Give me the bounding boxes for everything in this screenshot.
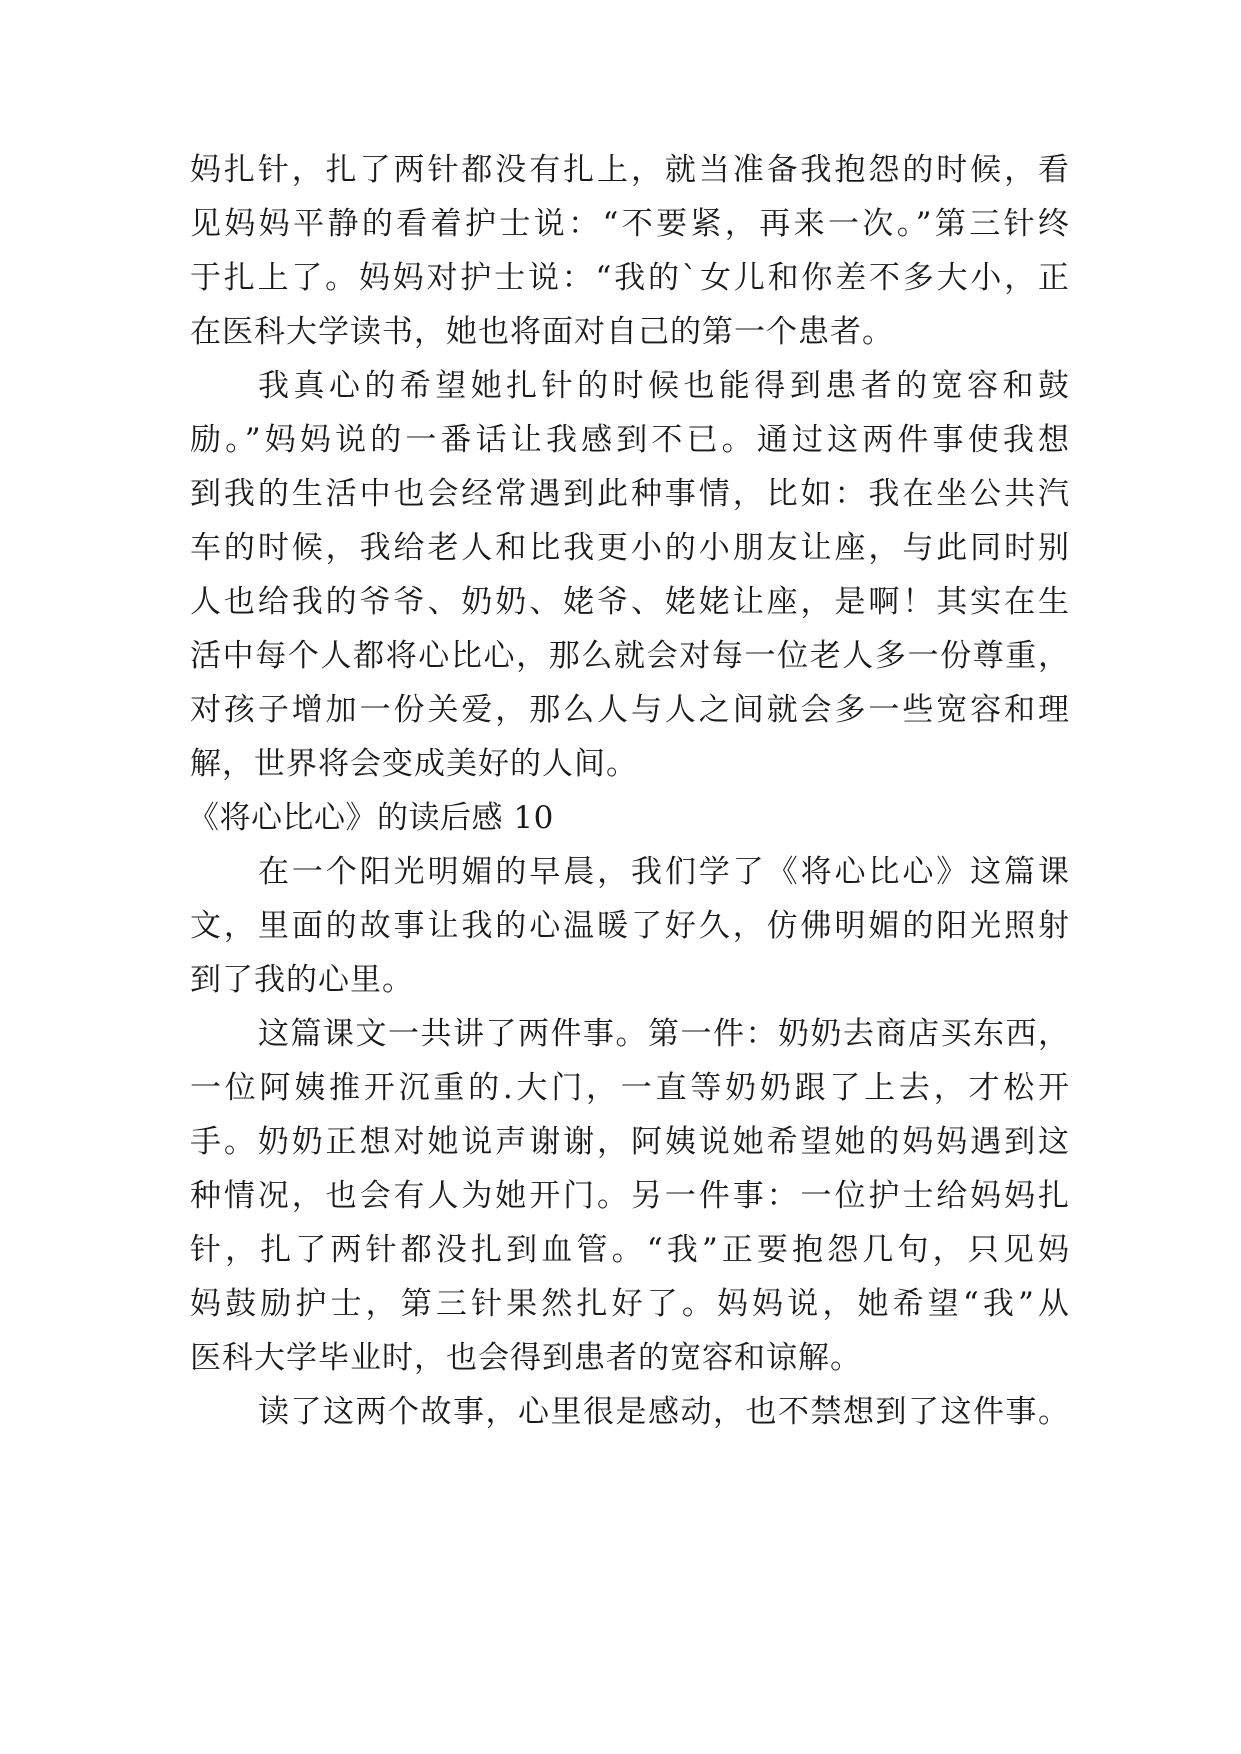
- text-line: 见妈妈平静的看着护士说：“不要紧，再来一次。”第三针终: [190, 206, 1070, 242]
- text-line: 文，里面的故事让我的心温暖了好久，仿佛明媚的阳光照射: [190, 908, 1070, 944]
- paragraph-first-line: 这篇课文一共讲了两件事。第一件：奶奶去商店买东西，: [258, 1016, 1070, 1052]
- text-line: 种情况，也会有人为她开门。另一件事：一位护士给妈妈扎: [190, 1178, 1070, 1214]
- paragraph-first-line: 我真心的希望她扎针的时候也能得到患者的宽容和鼓: [258, 368, 1070, 404]
- text-line: 解，世界将会变成美好的人间。: [190, 746, 638, 782]
- text-line: 妈鼓励护士，第三针果然扎好了。妈妈说，她希望“我”从: [190, 1286, 1070, 1322]
- text-line: 到我的生活中也会经常遇到此种事情，比如：我在坐公共汽: [190, 476, 1070, 512]
- text-line: 励。”妈妈说的一番话让我感到不已。通过这两件事使我想: [190, 422, 1070, 458]
- text-line: 在医科大学读书，她也将面对自己的第一个患者。: [190, 314, 894, 350]
- text-line: 手。奶奶正想对她说声谢谢，阿姨说她希望她的妈妈遇到这: [190, 1124, 1070, 1160]
- text-line: 车的时候，我给老人和比我更小的小朋友让座，与此同时别: [190, 530, 1070, 566]
- text-line: 针，扎了两针都没扎到血管。“我”正要抱怨几句，只见妈: [190, 1232, 1070, 1268]
- text-line: 妈扎针，扎了两针都没有扎上，就当准备我抱怨的时候，看: [190, 152, 1070, 188]
- text-line: 活中每个人都将心比心，那么就会对每一位老人多一份尊重，: [190, 638, 1070, 674]
- text-line: 一位阿姨推开沉重的.大门，一直等奶奶跟了上去，才松开: [190, 1070, 1070, 1106]
- text-line: 到了我的心里。: [190, 962, 414, 998]
- paragraph-first-line: 读了这两个故事，心里很是感动，也不禁想到了这件事。: [258, 1394, 1070, 1430]
- section-heading: 《将心比心》的读后感 10: [188, 800, 554, 836]
- paragraph-first-line: 在一个阳光明媚的早晨，我们学了《将心比心》这篇课: [258, 854, 1070, 890]
- text-line: 医科大学毕业时，也会得到患者的宽容和谅解。: [190, 1340, 862, 1376]
- text-line: 人也给我的爷爷、奶奶、姥爷、姥姥让座，是啊！其实在生: [190, 584, 1070, 620]
- text-line: 对孩子增加一份关爱，那么人与人之间就会多一些宽容和理: [190, 692, 1070, 728]
- text-line: 于扎上了。妈妈对护士说：“我的`女儿和你差不多大小，正: [190, 260, 1070, 296]
